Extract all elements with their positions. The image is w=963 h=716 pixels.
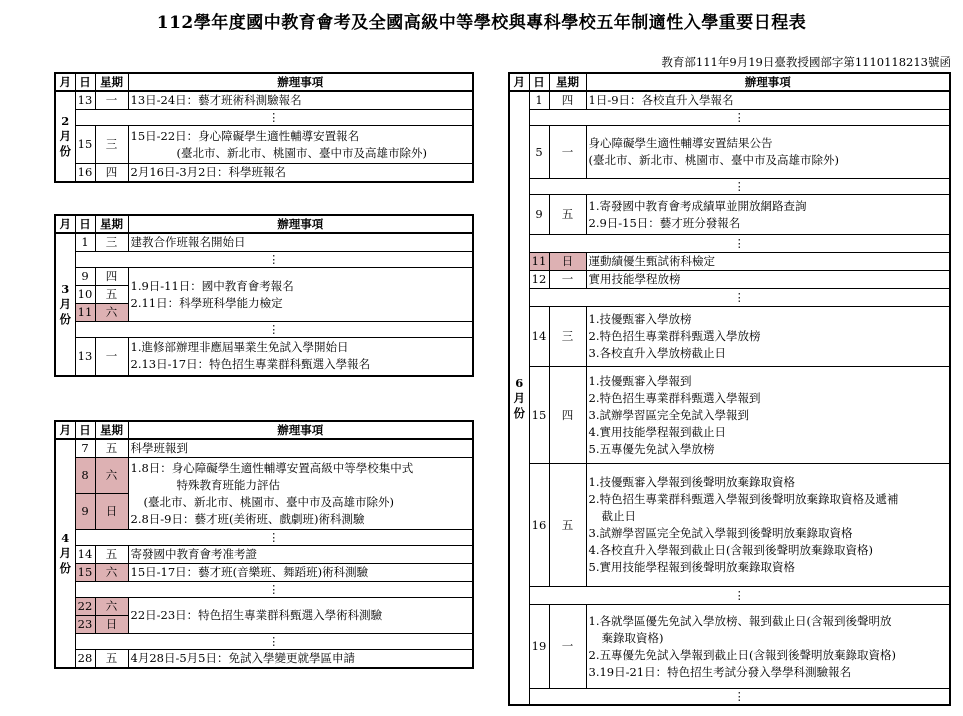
weekday-cell: 三 xyxy=(95,126,128,164)
ellipsis-row: ⋮ xyxy=(529,689,950,706)
event-cell: 1.寄發國中教育會考成績單並開放網路查詢 2.9日-15日：藝才班分發報名 xyxy=(586,195,950,235)
event-cell: 22日-23日：特色招生專業群科甄選入學術科測驗 xyxy=(128,598,473,634)
weekday-cell: 一 xyxy=(549,605,586,689)
event-cell: 1.技優甄審入學放榜 2.特色招生專業群科甄選入學放榜 3.各校直升入學放榜截止日 xyxy=(586,307,950,367)
weekday-cell: 五 xyxy=(95,546,128,564)
header-weekday: 星期 xyxy=(95,421,128,439)
event-cell: 13日-24日：藝才班術科測驗報名 xyxy=(128,91,473,110)
day-cell: 7 xyxy=(75,439,95,458)
header-month: 月 xyxy=(55,421,75,439)
day-cell-holiday: 11 xyxy=(75,304,95,322)
weekday-cell-holiday: 日 xyxy=(95,616,128,634)
ellipsis-row: ⋮ xyxy=(529,110,950,126)
day-cell: 9 xyxy=(529,195,549,235)
event-cell: 寄發國中教育會考准考證 xyxy=(128,546,473,564)
event-cell: 身心障礙學生適性輔導安置結果公告 (臺北市、新北市、桃園市、臺中市及高雄市除外) xyxy=(586,126,950,179)
header-weekday: 星期 xyxy=(549,73,586,91)
header-event: 辦理事項 xyxy=(128,215,473,233)
ellipsis-row: ⋮ xyxy=(75,110,473,126)
event-cell: 科學班報到 xyxy=(128,439,473,458)
header-event: 辦理事項 xyxy=(128,421,473,439)
day-cell: 15 xyxy=(75,126,95,164)
day-cell: 13 xyxy=(75,338,95,376)
day-cell: 28 xyxy=(75,650,95,669)
header-month: 月 xyxy=(55,215,75,233)
day-cell: 16 xyxy=(529,464,549,587)
month-label: 4 月 份 xyxy=(55,439,75,668)
event-cell: 1.各就學區優先免試入學放榜、報到截止日(含報到後聲明放 棄錄取資格) 2.五專優先免試入學報到截止日(含報到後聲明放棄錄取資格) 3.19日-21日：特色招生考試分發入學學科測驗報名 xyxy=(586,605,950,689)
ellipsis-row: ⋮ xyxy=(529,179,950,195)
day-cell: 1 xyxy=(75,233,95,252)
ellipsis-row: ⋮ xyxy=(75,322,473,338)
month-label: 6 月 份 xyxy=(509,91,529,705)
event-cell: 1.技優甄審入學報到後聲明放棄錄取資格 2.特色招生專業群科甄選入學報到後聲明放棄錄取資格及遞補 截止日 3.試辦學習區完全免試入學報到後聲明放棄錄取資格 4.各校直升入學報到截止日(含報到後聲明放棄錄取資格) 5.實用技能學程報到後聲明放棄錄取資格 xyxy=(586,464,950,587)
ellipsis-row: ⋮ xyxy=(75,582,473,598)
weekday-cell: 四 xyxy=(95,164,128,183)
header-day: 日 xyxy=(75,215,95,233)
event-cell: 1.9日-11日：國中教育會考報名 2.11日：科學班科學能力檢定 xyxy=(128,268,473,322)
ellipsis-row: ⋮ xyxy=(529,289,950,307)
day-cell: 16 xyxy=(75,164,95,183)
weekday-cell: 四 xyxy=(549,91,586,110)
header-day: 日 xyxy=(75,73,95,91)
event-cell: 1.進修部辦理非應屆畢業生免試入學開始日 2.13日-17日：特色招生專業群科甄選入學報名 xyxy=(128,338,473,376)
event-cell: 2月16日-3月2日：科學班報名 xyxy=(128,164,473,183)
day-cell-holiday: 11 xyxy=(529,253,549,271)
weekday-cell-holiday: 日 xyxy=(549,253,586,271)
day-cell-holiday: 15 xyxy=(75,564,95,582)
header-weekday: 星期 xyxy=(95,215,128,233)
weekday-cell-holiday: 六 xyxy=(95,304,128,322)
weekday-cell: 五 xyxy=(95,439,128,458)
weekday-cell: 一 xyxy=(549,126,586,179)
weekday-cell: 一 xyxy=(95,338,128,376)
weekday-cell: 五 xyxy=(95,650,128,669)
weekday-cell: 四 xyxy=(95,268,128,286)
weekday-cell: 五 xyxy=(549,195,586,235)
day-cell: 10 xyxy=(75,286,95,304)
june-table xyxy=(508,72,951,706)
header-weekday: 星期 xyxy=(95,73,128,91)
header-month: 月 xyxy=(55,73,75,91)
weekday-cell-holiday: 六 xyxy=(95,564,128,582)
event-cell: 運動績優生甄試術科檢定 xyxy=(586,253,950,271)
event-cell: 1.技優甄審入學報到 2.特色招生專業群科甄選入學報到 3.試辦學習區完全免試入學報到 4.實用技能學程報到截止日 5.五專優先免試入學放榜 xyxy=(586,367,950,464)
march-table xyxy=(54,214,474,377)
header-month: 月 xyxy=(509,73,529,91)
header-event: 辦理事項 xyxy=(586,73,950,91)
ellipsis-row: ⋮ xyxy=(75,530,473,546)
month-label: 3 月 份 xyxy=(55,233,75,376)
header-event: 辦理事項 xyxy=(128,73,473,91)
ellipsis-row: ⋮ xyxy=(75,634,473,650)
weekday-cell: 三 xyxy=(549,307,586,367)
header-day: 日 xyxy=(75,421,95,439)
event-cell: 15日-17日：藝才班(音樂班、舞蹈班)術科測驗 xyxy=(128,564,473,582)
day-cell: 5 xyxy=(529,126,549,179)
day-cell: 19 xyxy=(529,605,549,689)
weekday-cell: 四 xyxy=(549,367,586,464)
day-cell-holiday: 8 xyxy=(75,458,95,494)
event-cell: 1日-9日：各校直升入學報名 xyxy=(586,91,950,110)
ellipsis-row: ⋮ xyxy=(75,252,473,268)
event-cell: 1.8日：身心障礙學生適性輔導安置高級中等學校集中式 特殊教育班能力評估 (臺北市、新北市、桃園市、臺中市及高雄市除外) 2.8日-9日：藝才班(美術班、戲劇班)術科測驗 xyxy=(128,458,473,530)
weekday-cell-holiday: 日 xyxy=(95,494,128,530)
day-cell: 1 xyxy=(529,91,549,110)
weekday-cell: 一 xyxy=(95,91,128,110)
day-cell-holiday: 22 xyxy=(75,598,95,616)
february-table xyxy=(54,72,474,183)
ellipsis-row: ⋮ xyxy=(529,587,950,605)
event-cell: 實用技能學程放榜 xyxy=(586,271,950,289)
header-day: 日 xyxy=(529,73,549,91)
day-cell-holiday: 23 xyxy=(75,616,95,634)
day-cell: 13 xyxy=(75,91,95,110)
weekday-cell-holiday: 六 xyxy=(95,598,128,616)
day-cell: 14 xyxy=(75,546,95,564)
weekday-cell: 三 xyxy=(95,233,128,252)
weekday-cell: 五 xyxy=(95,286,128,304)
document-number: 教育部111年9月19日臺教授國部字第1110118213號函 xyxy=(661,55,951,69)
page-title: 112學年度國中教育會考及全國高級中等學校與專科學校五年制適性入學重要日程表 xyxy=(156,13,807,33)
event-cell: 建教合作班報名開始日 xyxy=(128,233,473,252)
event-cell: 15日-22日：身心障礙學生適性輔導安置報名 (臺北市、新北市、桃園市、臺中市及高雄市除外) xyxy=(128,126,473,164)
day-cell: 12 xyxy=(529,271,549,289)
april-table xyxy=(54,420,474,669)
weekday-cell: 五 xyxy=(549,464,586,587)
day-cell: 15 xyxy=(529,367,549,464)
weekday-cell: 一 xyxy=(549,271,586,289)
day-cell-holiday: 9 xyxy=(75,494,95,530)
ellipsis-row: ⋮ xyxy=(529,235,950,253)
day-cell: 14 xyxy=(529,307,549,367)
event-cell: 4月28日-5月5日：免試入學變更就學區申請 xyxy=(128,650,473,669)
weekday-cell-holiday: 六 xyxy=(95,458,128,494)
day-cell: 9 xyxy=(75,268,95,286)
month-label: 2 月 份 xyxy=(55,91,75,182)
